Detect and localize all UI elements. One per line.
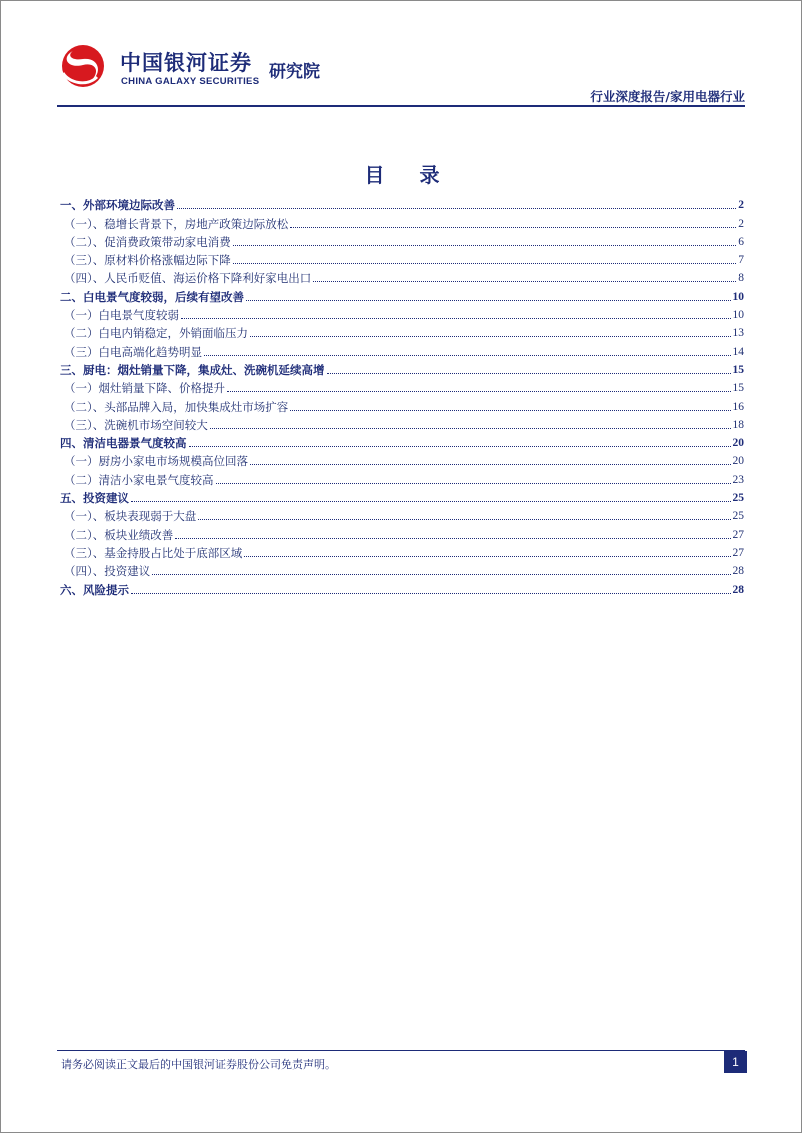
- toc-entry-title: 四、清洁电器景气度较高: [60, 436, 187, 451]
- toc-entry-title: 二、白电景气度较弱，后续有望改善: [60, 289, 244, 304]
- toc-subsection-entry[interactable]: [60, 340, 744, 358]
- toc-subsection-entry[interactable]: [60, 450, 744, 468]
- page-number: 1: [724, 1051, 747, 1073]
- toc-entry-title: 一、外部环境边际改善: [60, 198, 175, 213]
- toc-entry-page: 27: [732, 528, 744, 541]
- toc-entry-title: （一）厨房小家电市场规模高位回落: [64, 454, 248, 469]
- toc-entry-page: 25: [732, 510, 744, 523]
- toc-section-entry[interactable]: [60, 487, 744, 505]
- toc-entry-title: 五、投资建议: [60, 491, 129, 506]
- toc-dot-leader: [246, 300, 731, 301]
- toc-entry-title: （二）、板块业绩改善: [64, 527, 174, 542]
- toc-dot-leader: [216, 483, 731, 484]
- toc-entry-page: 2: [738, 217, 744, 230]
- toc-section-entry[interactable]: [60, 432, 744, 450]
- toc-dot-leader: [227, 391, 731, 392]
- toc-entry-title: （一）、板块表现弱于大盘: [64, 509, 197, 524]
- toc-subsection-entry[interactable]: [60, 542, 744, 560]
- toc-dot-leader: [189, 446, 731, 447]
- toc-dot-leader: [327, 373, 731, 374]
- institute-label: 研究院: [269, 62, 320, 82]
- toc-dot-leader: [152, 574, 730, 575]
- toc-entry-title: 六、风险提示: [60, 582, 129, 597]
- toc-entry-title: （一）、稳增长背景下，房地产政策边际放松: [64, 216, 289, 231]
- toc-entry-title: 三、厨电：烟灶销量下降，集成灶、洗碗机延续高增: [60, 362, 325, 377]
- toc-subsection-entry[interactable]: [60, 395, 744, 413]
- toc-entry-page: 16: [732, 400, 744, 413]
- toc-entry-title: （二）、促消费政策带动家电消费: [64, 234, 231, 249]
- toc-entry-title: （一）烟灶销量下降、价格提升: [64, 381, 225, 396]
- toc-entry-title: （三）、原材料价格涨幅边际下降: [64, 253, 231, 268]
- toc-entry-page: 20: [732, 455, 744, 468]
- report-type: 行业深度报告/家用电器行业: [590, 89, 745, 104]
- toc-entry-page: 14: [732, 345, 744, 358]
- header-divider: [57, 105, 745, 107]
- toc-dot-leader: [250, 464, 731, 465]
- toc-dot-leader: [250, 336, 731, 337]
- toc-subsection-entry[interactable]: [60, 560, 744, 578]
- toc-subsection-entry[interactable]: [60, 505, 744, 523]
- footer-divider: [57, 1050, 745, 1051]
- toc-entry-page: 2: [738, 199, 744, 212]
- toc-subsection-entry[interactable]: [60, 304, 744, 322]
- toc-entry-page: 15: [732, 382, 744, 395]
- toc-dot-leader: [177, 208, 736, 209]
- toc-dot-leader: [210, 428, 731, 429]
- toc-entry-page: 8: [738, 272, 744, 285]
- toc-section-entry[interactable]: [60, 285, 744, 303]
- toc-entry-page: 18: [732, 418, 744, 431]
- toc-subsection-entry[interactable]: [60, 231, 744, 249]
- toc-entry-title: （三）、洗碗机市场空间较大: [64, 417, 208, 432]
- toc-entry-page: 15: [732, 363, 744, 376]
- toc-subsection-entry[interactable]: [60, 523, 744, 541]
- brand-name-en: CHINA GALAXY SECURITIES: [121, 76, 260, 87]
- toc-dot-leader: [204, 355, 731, 356]
- toc-entry-title: （二）、头部品牌入局，加快集成灶市场扩容: [64, 399, 289, 414]
- toc-entry-page: 13: [732, 327, 744, 340]
- toc-subsection-entry[interactable]: [60, 377, 744, 395]
- toc-dot-leader: [233, 245, 737, 246]
- toc-entry-page: 10: [732, 290, 744, 303]
- toc-entry-page: 10: [732, 309, 744, 322]
- table-of-contents: [60, 194, 744, 597]
- toc-entry-title: （二）清洁小家电景气度较高: [64, 472, 214, 487]
- toc-dot-leader: [244, 556, 730, 557]
- toc-dot-leader: [175, 538, 730, 539]
- toc-entry-title: （三）白电高端化趋势明显: [64, 344, 202, 359]
- toc-subsection-entry[interactable]: [60, 212, 744, 230]
- toc-section-entry[interactable]: [60, 194, 744, 212]
- toc-entry-page: 28: [732, 565, 744, 578]
- footer-disclaimer: 请务必阅读正文最后的中国银河证券股份公司免责声明。: [61, 1058, 336, 1071]
- toc-entry-title: （四）、投资建议: [64, 564, 151, 579]
- toc-entry-title: （三）、基金持股占比处于底部区域: [64, 545, 243, 560]
- toc-subsection-entry[interactable]: [60, 267, 744, 285]
- brand-name-cn: 中国银河证券: [120, 51, 252, 75]
- toc-dot-leader: [313, 281, 736, 282]
- toc-dot-leader: [181, 318, 731, 319]
- toc-section-entry[interactable]: [60, 359, 744, 377]
- toc-entry-title: （二）白电内销稳定，外销面临压力: [64, 326, 248, 341]
- galaxy-logo-icon: [53, 43, 113, 89]
- toc-subsection-entry[interactable]: [60, 468, 744, 486]
- toc-entry-page: 6: [738, 235, 744, 248]
- toc-dot-leader: [290, 410, 730, 411]
- toc-entry-page: 27: [732, 546, 744, 559]
- toc-entry-page: 7: [738, 254, 744, 267]
- toc-entry-title: （四）、人民币贬值、海运价格下降利好家电出口: [64, 271, 312, 286]
- toc-entry-page: 28: [732, 583, 744, 596]
- toc-subsection-entry[interactable]: [60, 414, 744, 432]
- toc-entry-page: 23: [732, 473, 744, 486]
- toc-dot-leader: [290, 227, 736, 228]
- toc-subsection-entry[interactable]: [60, 322, 744, 340]
- toc-dot-leader: [131, 501, 731, 502]
- toc-dot-leader: [233, 263, 737, 264]
- toc-entry-page: 25: [732, 492, 744, 505]
- toc-subsection-entry[interactable]: [60, 249, 744, 267]
- toc-dot-leader: [131, 593, 731, 594]
- toc-title: 目 录: [364, 163, 454, 187]
- toc-dot-leader: [198, 519, 730, 520]
- toc-entry-page: 20: [732, 437, 744, 450]
- toc-section-entry[interactable]: [60, 578, 744, 596]
- toc-entry-title: （一）白电景气度较弱: [64, 308, 179, 323]
